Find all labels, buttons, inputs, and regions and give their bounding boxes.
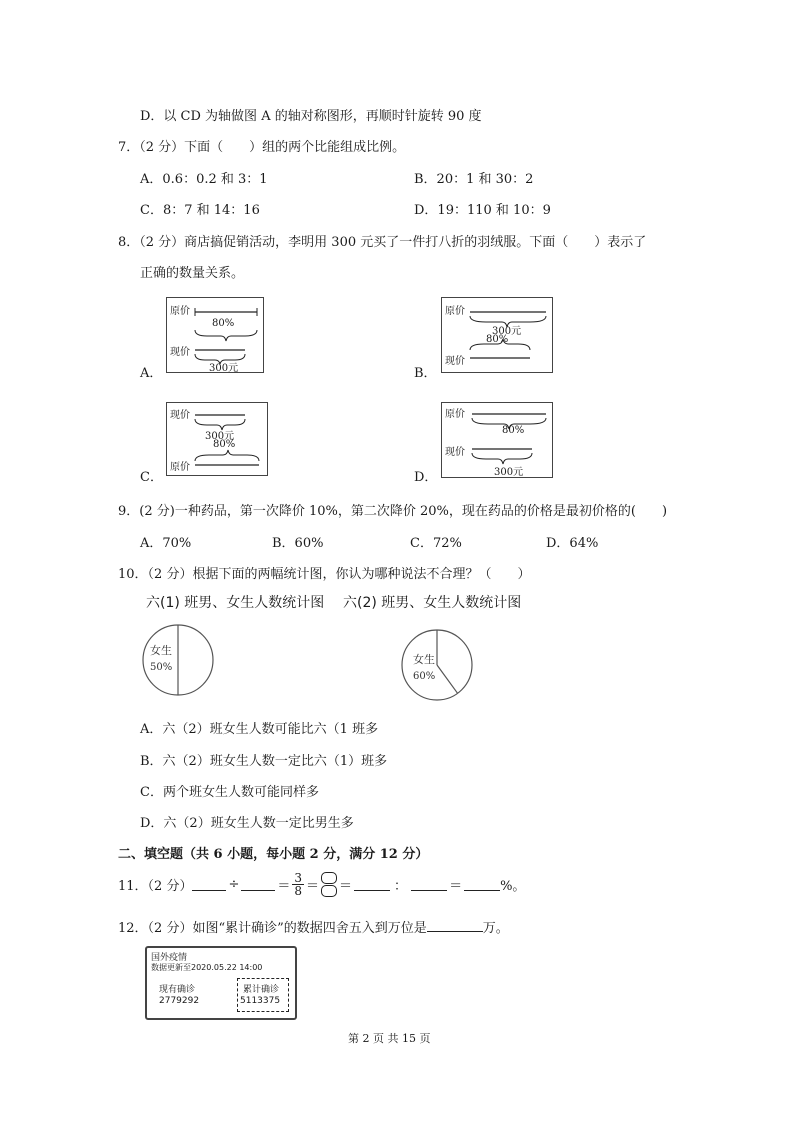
q11-blank-4[interactable] — [411, 878, 447, 891]
fig-a-label-bottom: 现价 — [170, 347, 190, 358]
q7-option-b: B．20：1 和 30：2 — [414, 172, 534, 187]
q8-figure-d — [441, 402, 553, 478]
q11-pct: %。 — [500, 879, 526, 894]
fig-d-amount: 300元 — [494, 467, 524, 478]
q8-figure-c — [166, 402, 268, 476]
q11-prefix: 11．（2 分） — [118, 879, 193, 894]
fig-c-label-bottom: 原价 — [170, 462, 190, 473]
covid-title: 国外疫情 — [151, 953, 188, 963]
pie-chart-2 — [395, 625, 485, 709]
fig-b-label-bottom: 现价 — [445, 356, 465, 367]
q11-blank-frac-den[interactable] — [321, 885, 337, 897]
pie2-title: 六(2) 班男、女生人数统计图 — [343, 595, 522, 611]
q10-stem: 10．（2 分）根据下面的两幅统计图，你认为哪种说法不合理？（ ） — [118, 567, 531, 582]
fig-c-label-top: 现价 — [170, 410, 190, 421]
q12-blank[interactable] — [427, 919, 483, 932]
q8-figure-a — [166, 297, 264, 373]
q6-option-d: D．以 CD 为轴做图 A 的轴对称图形，再顺时针旋转 90 度 — [140, 109, 482, 124]
fig-b-pct: 80% — [486, 334, 509, 345]
q12-line — [118, 917, 509, 936]
fig-c-pct: 80% — [213, 439, 236, 450]
q11-blank-fraction[interactable] — [321, 872, 337, 897]
q11-div: ÷ — [228, 877, 240, 892]
q8-option-b-letter: B． — [414, 366, 437, 381]
fig-d-pct: 80% — [502, 425, 525, 436]
covid-current-value: 2779292 — [159, 996, 200, 1006]
section2-heading: 二、填空题（共 6 小题，每小题 2 分，满分 12 分） — [118, 847, 429, 862]
q10-option-c: C．两个班女生人数可能同样多 — [140, 785, 319, 800]
q12-stem-after: 万。 — [482, 921, 509, 936]
fig-d-label-bottom: 现价 — [445, 447, 465, 458]
q11-blank-2[interactable] — [241, 878, 275, 891]
q9-option-b: B．60% — [272, 536, 324, 551]
q8-option-a-letter: A． — [140, 366, 163, 381]
q11-blank-frac-num[interactable] — [321, 872, 337, 884]
q11-eq-4: ＝ — [449, 879, 463, 894]
q11-line — [118, 872, 525, 897]
q8-option-c-letter: C． — [140, 470, 163, 485]
covid-updated: 数据更新至2020.05.22 14:00 — [151, 963, 263, 972]
q11-blank-1[interactable] — [192, 878, 226, 891]
q11-blank-3[interactable] — [354, 878, 390, 891]
q12-stem-before: 12．（2 分）如图“累计确诊”的数据四舍五入到万位是 — [118, 921, 427, 936]
q7-stem: 7．（2 分）下面（ ）组的两个比能组成比例。 — [118, 140, 406, 155]
pie-slice-label: 女生 — [413, 653, 435, 666]
q11-eq-1: ＝ — [277, 879, 291, 894]
q8-stem-line1: 8．（2 分）商店搞促销活动，李明用 300 元买了一件打八折的羽绒服。下面（ ）表示了 — [118, 235, 647, 250]
pie1-title: 六(1) 班男、女生人数统计图 — [146, 595, 325, 611]
pie-slice-value: 50% — [150, 662, 173, 673]
pie-slice-label: 女生 — [150, 644, 172, 657]
q7-option-d: D．19：110 和 10：9 — [414, 203, 551, 218]
q8-figure-b — [441, 297, 553, 373]
q9-stem: 9．(2 分)一种药品，第一次降价 10%，第二次降价 20%，现在药品的价格是最初价格的( ) — [118, 504, 668, 519]
q7-option-a: A．0.6：0.2 和 3：1 — [140, 172, 268, 187]
pie-slice-value: 60% — [413, 671, 436, 682]
q11-eq-2: ＝ — [306, 879, 320, 894]
q7-option-c: C．8：7 和 14：16 — [140, 203, 260, 218]
q11-blank-5[interactable] — [464, 878, 500, 891]
fig-c-amount: 300元 — [205, 431, 235, 442]
fig-b-amount: 300元 — [492, 326, 522, 337]
fig-a-label-top: 原价 — [170, 306, 190, 317]
q11-ratio: ： — [394, 879, 408, 894]
pie-chart-1 — [130, 618, 240, 702]
q11-eq-3: ＝ — [339, 879, 353, 894]
page-footer: 第 2 页 共 15 页 — [348, 1032, 431, 1045]
q9-option-c: C．72% — [410, 536, 462, 551]
q9-option-a: A．70% — [140, 536, 192, 551]
q11-frac-num: 3 — [294, 871, 303, 885]
q12-covid-figure — [145, 946, 297, 1020]
q10-option-b: B．六（2）班女生人数一定比六（1）班多 — [140, 754, 388, 769]
q11-fraction — [292, 872, 304, 897]
fig-d-label-top: 原价 — [445, 409, 465, 420]
covid-current-label: 现有确诊 — [159, 985, 196, 995]
q9-option-d: D．64% — [546, 536, 599, 551]
covid-cumulative-value: 5113375 — [240, 996, 281, 1006]
q8-option-d-letter: D． — [414, 470, 438, 485]
q11-frac-den: 8 — [294, 884, 303, 898]
fig-a-amount: 300元 — [209, 363, 239, 374]
fig-a-pct: 80% — [212, 318, 235, 329]
q10-option-d: D．六（2）班女生人数一定比男生多 — [140, 816, 354, 831]
q8-stem-line2: 正确的数量关系。 — [140, 266, 245, 281]
fig-b-label-top: 原价 — [445, 306, 465, 317]
covid-cumulative-label: 累计确诊 — [243, 985, 280, 995]
q10-option-a: A．六（2）班女生人数可能比六（1 班多 — [140, 722, 379, 737]
